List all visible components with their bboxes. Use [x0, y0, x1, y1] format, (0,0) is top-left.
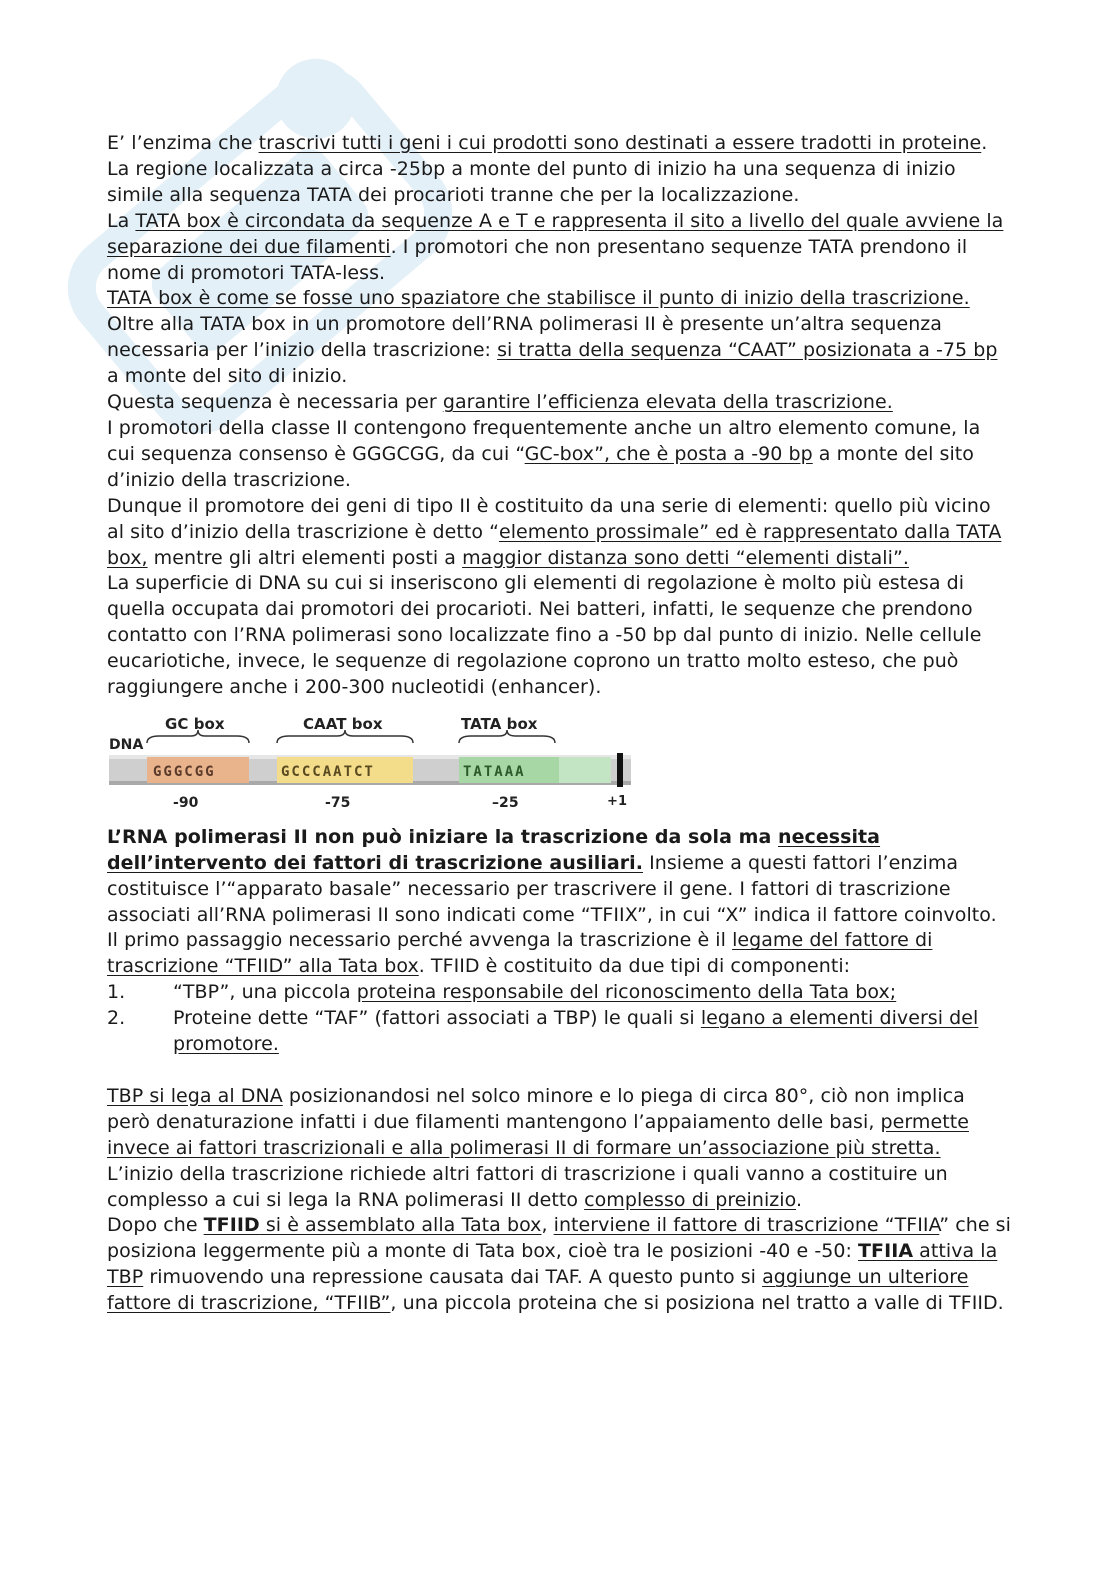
text-segment: Oltre alla TATA box in un promotore dell’RNA polimerasi II è presente un’altra sequenza necessaria per l’inizio della trascrizione: — [107, 313, 943, 362]
list-item-text — [173, 980, 1013, 1006]
underlined-text: GC-box”, che è posta a -90 bp — [524, 442, 813, 465]
rna-polymerase-section — [107, 825, 1013, 980]
list-number: 2. — [107, 1007, 126, 1030]
paragraph — [107, 825, 1013, 980]
paragraph — [107, 1084, 1013, 1162]
underlined-text: attiva la TBP — [107, 1240, 998, 1289]
text-segment: posizionandosi nel solco minore e lo piega di circa 80°, ciò non implica però denaturazione infatti i due filamenti mantengono l’appaiamento delle basi, — [107, 1084, 965, 1133]
text-segment: . I promotori che non presentano sequenze TATA prendono il nome di promotori TATA-less. — [107, 235, 968, 284]
preinitiation-section — [107, 1084, 1013, 1317]
tata-box-position: –25 — [492, 794, 519, 811]
underlined-text: si tratta della sequenza “CAAT” posizionata a -75 bp — [497, 339, 998, 362]
underlined-text: legano a elementi diversi del promotore. — [173, 1007, 979, 1056]
text-segment: La superficie di DNA su cui si inseriscono gli elementi di regolazione è molto più estesa di quella occupata dai promotori dei procarioti. Nei batteri, infatti, le sequenze che prendono contatto con l’RNA polimerasi sono localizzate fino a -50 bp dal punto di inizio. Nelle cellule eucariotiche, invece, le sequenze di regolazione coprono un tratto molto esteso, che può raggiungere anche i 200-300 nucleotidi (enhancer). — [107, 572, 982, 699]
underlined-text: si è assemblato alla Tata box — [259, 1214, 542, 1237]
underlined-text: TFIID — [203, 1214, 260, 1237]
blank-line — [107, 1058, 1013, 1084]
underlined-text: maggior distanza sono detti “elementi distali”. — [462, 546, 909, 569]
text-segment: L’RNA polimerasi II non può iniziare la trascrizione da sola ma — [107, 825, 778, 848]
text-segment: a monte del sito di inizio. — [107, 365, 348, 388]
text-segment: Dunque il promotore dei geni di tipo II è costituito da una serie di elementi: quello più vicino al sito d’inizio della trascrizione è detto “ — [107, 494, 991, 543]
caat-box-title: CAAT box — [303, 714, 383, 733]
text-segment: . TFIID è costituito da due tipi di componenti: — [418, 955, 851, 978]
paragraph — [107, 390, 1013, 416]
tata-box-title: TATA box — [461, 714, 538, 733]
list-number: 1. — [107, 981, 126, 1004]
paragraph — [107, 131, 1013, 209]
paragraph — [107, 286, 1013, 312]
paragraph — [107, 1213, 1013, 1317]
tfiid-components-list — [107, 980, 1013, 1058]
text-segment: . — [795, 1188, 803, 1211]
tata-box-fade — [559, 757, 611, 783]
underlined-text: elemento prossimale” ed è rappresentato dalla TATA box, — [107, 520, 1002, 569]
paragraph — [107, 571, 1013, 701]
paragraph — [107, 209, 1013, 287]
text-segment: Insieme a questi fattori l’enzima costituisce l’“apparato basale” necessario per trascrivere il gene. I fattori di trascrizione associati all’RNA polimerasi II sono indicati come “TFIIX”, in cui “X” indica il fattore coinvolto. Il primo passaggio necessario perché avvenga la trascrizione è il — [107, 851, 997, 952]
underlined-text: TFIIA — [858, 1240, 914, 1263]
document-body — [107, 131, 1013, 1317]
underlined-text: permette invece ai fattori trascrizionali e alla polimerasi II di formare un’associazione più stretta. — [107, 1110, 969, 1159]
caat-box-sequence: GCCCAATCT — [281, 763, 375, 780]
underlined-text: TATA box è circondata da sequenze A e T e rappresenta il sito a livello del quale avviene la separazione dei due filamenti — [107, 209, 1004, 258]
text-segment: Questa sequenza è necessaria per — [107, 391, 443, 414]
underlined-text: aggiunge un ulteriore fattore di trascrizione, “TFIIB” — [107, 1266, 969, 1315]
promoter-diagram — [107, 715, 647, 813]
list-item — [107, 980, 1013, 1006]
underlined-text: TATA box è come se fosse uno spaziatore che stabilisce il punto di inizio della trascrizione. — [107, 287, 970, 310]
dna-label: DNA — [109, 736, 144, 753]
list-item-text — [173, 1006, 1013, 1058]
start-site-marker — [617, 753, 623, 787]
gc-box-sequence: GGGCGG — [153, 763, 216, 780]
text-segment: , — [541, 1214, 554, 1237]
text-segment: , una piccola proteina che si posiziona nel tratto a valle di TFIID. — [390, 1292, 1004, 1315]
gc-box-position: -90 — [173, 794, 199, 811]
text-segment: rimuovendo una repressione causata dai TAF. A questo punto si — [143, 1266, 763, 1289]
text-segment: a monte del sito d’inizio della trascrizione. — [107, 442, 974, 491]
text-segment: Dopo che — [107, 1214, 204, 1237]
list-item — [107, 1006, 1013, 1058]
caat-box-position: -75 — [325, 794, 351, 811]
underlined-text: legame del fattore di trascrizione “TFIID” alla Tata box — [107, 929, 933, 978]
text-segment: I promotori della classe II contengono frequentemente anche un altro elemento comune, la cui sequenza consenso è GGGCGG, da cui “ — [107, 416, 981, 465]
tata-box-sequence: TATAAA — [463, 763, 526, 780]
gc-box-brace — [147, 730, 249, 743]
paragraph — [107, 416, 1013, 494]
text-segment: mentre gli altri elementi posti a — [147, 546, 463, 569]
text-segment: ” che si posiziona leggermente più a monte di Tata box, cioè tra le posizioni -40 e -50: — [107, 1214, 1011, 1263]
underlined-text: complesso di preinizio — [584, 1188, 796, 1211]
underlined-text: interviene il fattore di trascrizione “TFIIA — [553, 1214, 940, 1237]
paragraph — [107, 1162, 1013, 1214]
gc-box-title: GC box — [165, 714, 225, 733]
text-segment: E’ l’enzima che — [107, 132, 259, 154]
start-site-label: +1 — [607, 793, 628, 809]
underlined-text: garantire l’efficienza elevata della trascrizione. — [442, 391, 893, 414]
intro-section — [107, 131, 1013, 701]
text-segment: Proteine dette “TAF” (fattori associati a TBP) le quali si — [173, 1007, 701, 1030]
underlined-text: trascrivi tutti i geni i cui prodotti sono destinati a essere tradotti in proteine — [258, 132, 982, 154]
text-segment: L’inizio della trascrizione richiede altri fattori di trascrizione i quali vanno a costituire un complesso a cui si lega la RNA polimerasi II detto — [107, 1162, 948, 1211]
underlined-text: necessita dell’intervento dei fattori di trascrizione ausiliari. — [107, 825, 881, 874]
text-segment: “TBP”, una piccola — [173, 981, 357, 1004]
underlined-text: proteina responsabile del riconoscimento della Tata box; — [356, 981, 897, 1004]
paragraph — [107, 494, 1013, 572]
text-segment: La — [107, 209, 136, 232]
text-segment: . La regione localizzata a circa -25bp a monte del punto di inizio ha una sequenza di inizio simile alla sequenza TATA dei procarioti tranne che per la localizzazione. — [107, 132, 988, 206]
paragraph — [107, 312, 1013, 390]
caat-box-brace — [277, 730, 413, 743]
underlined-text: TBP si lega al DNA — [107, 1084, 283, 1107]
